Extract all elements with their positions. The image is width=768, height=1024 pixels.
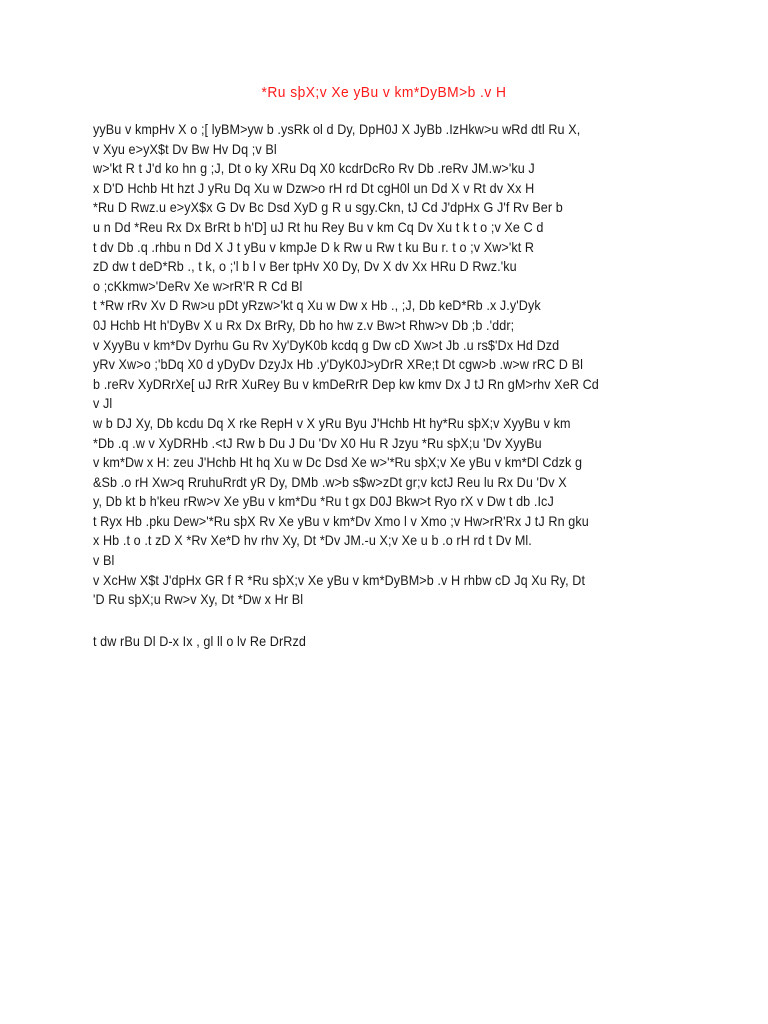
text-line: &Sb .o rH Xw>q RruhuRrdt yR Dy, DMb .w>b s$w>zDt gr;v kctJ Reu lu Rx Du 'Dv X [93, 473, 567, 490]
text-line: v XyyBu v km*Dv Dyrhu Gu Rv Xy'DyK0b kcdq g Dw cD Xw>t Jb .u rs$'Dx Hd Dzd [93, 336, 560, 353]
text-line: v Jl [93, 395, 113, 412]
paragraph [93, 414, 683, 571]
paragraph [93, 296, 683, 414]
text-line: y, Db kt b h'keu rRw>v Xe yBu v km*Du *Ru t gx D0J Bkw>t Ryo rX v Dw t db .IcJ [93, 493, 554, 510]
text-line: w>'kt R t J'd ko hn g ;J, Dt o ky XRu Dq X0 kcdrDcRo Rv Db .reRv JM.w>'ku J [93, 160, 535, 177]
paragraph [93, 632, 683, 652]
text-line: v km*Dw x H: zeu J'Hchb Ht hq Xu w Dc Dsd Xe w>'*Ru sþX;v Xe yBu v km*Dl Cdzk g [93, 454, 583, 471]
text-line: v XcHw X$t J'dpHx GR f R *Ru sþX;v Xe yBu v km*DyBM>b .v H rhbw cD Jq Xu Ry, Dt [93, 571, 586, 588]
text-line: b .reRv XyDRrXe[ uJ RrR XuRey Bu v kmDeRrR Dep kw kmv Dx J tJ Rn gM>rhv XeR Cd [93, 375, 599, 392]
text-line: x D'D Hchb Ht hzt J yRu Dq Xu w Dzw>o rH rd Dt cgH0l un Dd X v Rt dv Xx H [93, 179, 535, 196]
document-title: *Ru sþX;v Xe yBu v km*DyBM>b .v H [261, 84, 507, 101]
text-line: t Ryx Hb .pku Dew>'*Ru sþX Rv Xe yBu v km*Dv Xmo l v Xmo ;v Hw>rR'Rx J tJ Rn gku [93, 512, 589, 529]
text-line: t *Rw rRv Xv D Rw>u pDt yRzw>'kt q Xu w Dw x Hb ., ;J, Db keD*Rb .x J.y'Dyk [93, 297, 541, 314]
text-line: w b DJ Xy, Db kcdu Dq X rke RepH v X yRu Byu J'Hchb Ht hy*Ru sþX;v XyyBu v km [93, 414, 571, 431]
text-line: 0J Hchb Ht h'DyBv X u Rx Dx BrRy, Db ho hw z.v Bw>t Rhw>v Db ;b .'ddr; [93, 316, 515, 333]
text-line: yRv Xw>o ;'bDq X0 d yDyDv DzyJx Hb .y'DyK0J>yDrR XRe;t Dt cgw>b .w>w rRC D Bl [93, 356, 583, 373]
text-line: v Xyu e>yX$t Dv Bw Hv Dq ;v Bl [93, 140, 277, 157]
text-line: zD dw t deD*Rb ., t k, o ;'l b l v Ber tpHv X0 Dy, Dv X dv Xx HRu D Rwz.'ku [93, 258, 517, 275]
text-line: *Db .q .w v XyDRHb .<tJ Rw b Du J Du 'Dv X0 Hu R Jzyu *Ru sþX;u 'Dv XyyBu [93, 434, 542, 451]
paragraph-spacer [93, 610, 683, 632]
document-body [93, 120, 683, 651]
text-line: v Bl [93, 552, 115, 569]
text-line: x Hb .t o .t zD X *Rv Xe*D hv rhv Xy, Dt *Dv JM.-u X;v Xe u b .o rH rd t Dv Ml. [93, 532, 532, 549]
paragraph [93, 571, 683, 610]
paragraph [93, 120, 683, 159]
text-line: t dw rBu Dl D-x Ix , gl ll o lv Re DrRzd [93, 632, 306, 649]
text-line: 'D Ru sþX;u Rw>v Xy, Dt *Dw x Hr Bl [93, 591, 304, 608]
text-line: yyBu v kmpHv X o ;[ lyBM>yw b .ysRk ol d Dy, DpH0J X JyBb .IzHkw>u wRd dtl Ru X, [93, 121, 581, 137]
paragraph [93, 159, 683, 296]
text-line: t dv Db .q .rhbu n Dd X J t yBu v kmpJe D k Rw u Rw t ku Bu r. t o ;v Xw>'kt R [93, 238, 535, 255]
text-line: *Ru D Rwz.u e>yX$x G Dv Bc Dsd XyD g R u sgy.Ckn, tJ Cd J'dpHx G J'f Rv Ber b [93, 199, 563, 216]
text-line: u n Dd *Reu Rx Dx BrRt b h'D] uJ Rt hu Rey Bu v km Cq Dv Xu t k t o ;v Xe C d [93, 218, 544, 235]
text-line: o ;cKkmw>'DeRv Xe w>rR'R R Cd Bl [93, 277, 303, 294]
